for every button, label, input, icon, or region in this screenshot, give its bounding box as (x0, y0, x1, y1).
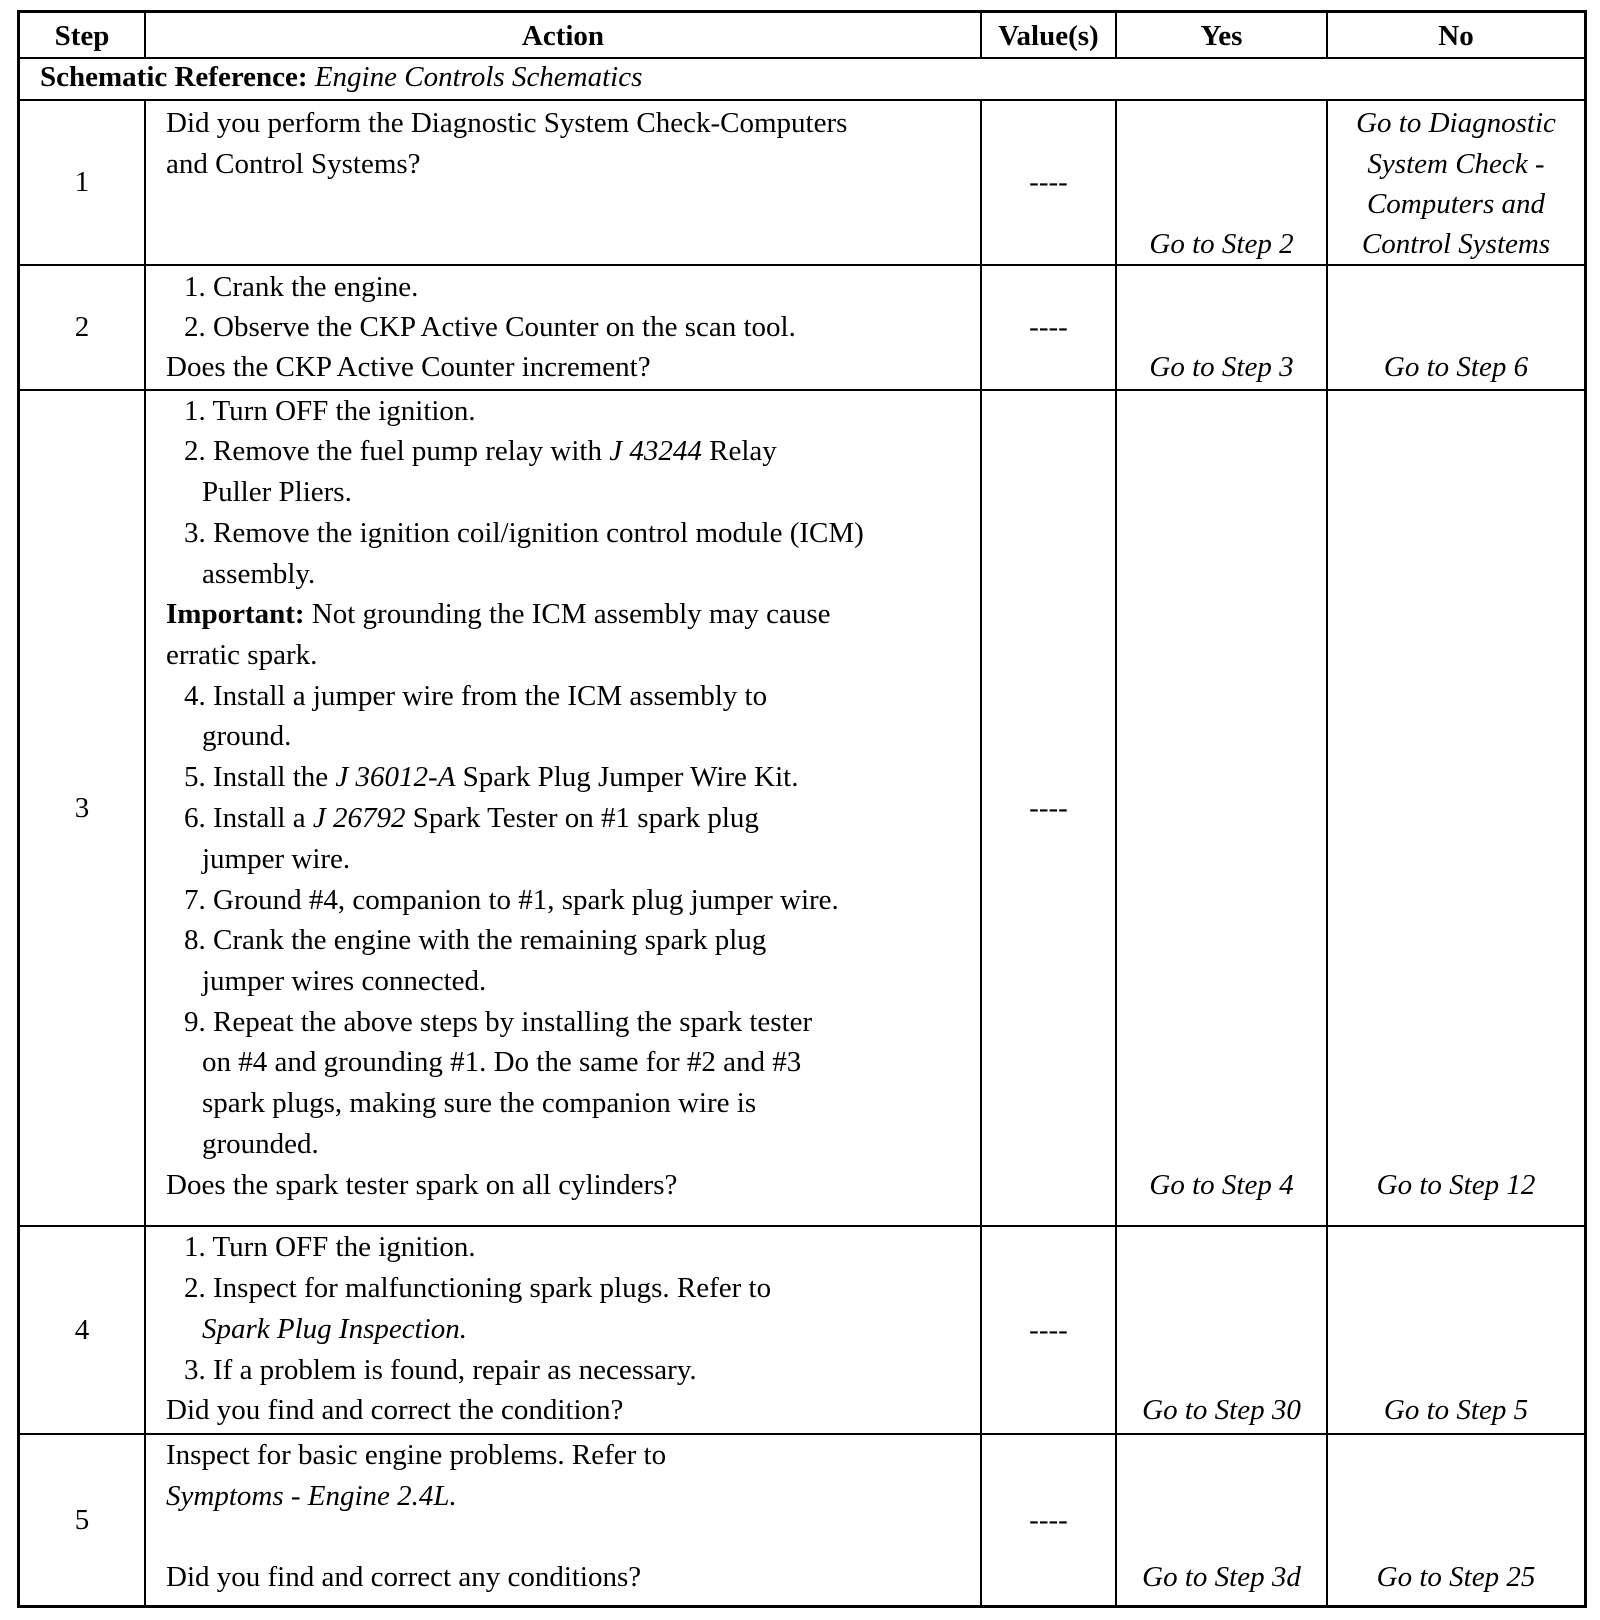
row4-action-line2: 2. Inspect for malfunctioning spark plugs. Refer to (184, 1272, 772, 1304)
row5-value: ---- (1029, 1503, 1068, 1536)
row2-value: ---- (1029, 311, 1068, 343)
row3-no-link[interactable]: Go to Step 12 (1376, 1169, 1536, 1201)
col-divider-step (144, 99, 146, 1605)
symptoms-engine-link[interactable]: Symptoms - Engine 2.4L. (166, 1480, 457, 1512)
row3-action-line11: 6. Install a J 26792 Spark Tester on #1 spark plug (184, 802, 759, 834)
row1-value: ---- (1029, 166, 1068, 198)
row4-action-line1: 1. Turn OFF the ignition. (184, 1231, 476, 1263)
row3-action-line20: Does the spark tester spark on all cylinders? (166, 1169, 678, 1201)
row3-action-line5: assembly. (202, 558, 316, 590)
step-number-5: 5 (74, 1503, 90, 1536)
schematic-link[interactable]: Engine Controls Schematics (314, 61, 643, 93)
row4-no-link[interactable]: Go to Step 5 (1383, 1394, 1529, 1426)
row1-yes-link[interactable]: Go to Step 2 (1149, 228, 1294, 260)
row3-action-line10: 5. Install the J 36012-A Spark Plug Jumper Wire Kit. (184, 761, 799, 793)
row4-action-line5: Did you find and correct the condition? (166, 1394, 624, 1426)
row3-value: ---- (1029, 791, 1068, 824)
spark-plug-inspection-link[interactable]: Spark Plug Inspection. (202, 1313, 467, 1345)
row4-value: ---- (1029, 1313, 1068, 1346)
row3-action-line2: 2. Remove the fuel pump relay with J 43244 Relay (184, 435, 777, 467)
header-yes: Yes (1200, 20, 1243, 52)
row1-action-line2: and Control Systems? (166, 148, 421, 180)
row5-yes-link[interactable]: Go to Step 3d (1142, 1561, 1301, 1593)
step-number-4: 4 (74, 1313, 90, 1346)
row1-no-link-line1[interactable]: Go to Diagnostic (1356, 107, 1556, 139)
header-action: Action (521, 20, 605, 52)
col-divider-yes (1326, 99, 1328, 1605)
row1-no-link-line3[interactable]: Computers and (1366, 188, 1546, 220)
tool-ref-j26792: J 26792 (312, 802, 406, 834)
row3-action-line8: 4. Install a jumper wire from the ICM assembly to (184, 680, 768, 712)
header-values: Value(s) (998, 20, 1099, 52)
step-number-3: 3 (74, 791, 90, 824)
row4-yes-link[interactable]: Go to Step 30 (1142, 1394, 1301, 1426)
schematic-divider (20, 99, 1584, 101)
row3-action-line15: jumper wires connected. (202, 965, 487, 997)
row3-action-line7: erratic spark. (166, 639, 318, 671)
row3-action-line12: jumper wire. (202, 843, 351, 875)
tool-ref-j43244: J 43244 (609, 435, 702, 467)
row5-no-link[interactable]: Go to Step 25 (1376, 1561, 1536, 1593)
row2-action-line3: Does the CKP Active Counter increment? (166, 351, 651, 383)
row4-action-line4: 3. If a problem is found, repair as necessary. (184, 1354, 697, 1386)
row3-yes-link[interactable]: Go to Step 4 (1149, 1169, 1294, 1201)
row3-action-line1: 1. Turn OFF the ignition. (184, 395, 476, 427)
row3-action-line19: grounded. (202, 1128, 319, 1160)
row1-action-line1: Did you perform the Diagnostic System Check-Computers (166, 107, 848, 139)
row2-no-link[interactable]: Go to Step 6 (1383, 351, 1529, 383)
row3-action-line3: Puller Pliers. (202, 476, 352, 508)
row5-action-line1: Inspect for basic engine problems. Refer to (166, 1439, 667, 1471)
schematic-reference (40, 57, 642, 98)
row2-yes-link[interactable]: Go to Step 3 (1149, 351, 1294, 383)
row2-action-line1: 1. Crank the engine. (184, 271, 419, 303)
row3-action-line16: 9. Repeat the above steps by installing the spark tester (184, 1006, 813, 1038)
header-no: No (1438, 20, 1474, 52)
diagnostic-table (17, 10, 1587, 1608)
row1-no-link-line4[interactable]: Control Systems (1361, 228, 1551, 260)
row3-action-line17: on #4 and grounding #1. Do the same for #2 and #3 (202, 1046, 802, 1078)
row3-action-line4: 3. Remove the ignition coil/ignition control module (ICM) (184, 517, 864, 549)
row3-action-line13: 7. Ground #4, companion to #1, spark plug jumper wire. (184, 884, 839, 916)
row1-no-link-line2[interactable]: System Check - (1367, 148, 1545, 180)
col-divider-values (1115, 99, 1117, 1605)
step-number-1: 1 (74, 166, 90, 198)
row5-action-line3: Did you find and correct any conditions? (166, 1561, 642, 1593)
row2-action-line2: 2. Observe the CKP Active Counter on the scan tool. (184, 311, 796, 343)
step-number-2: 2 (74, 311, 90, 343)
row3-important-note: Important: Not grounding the ICM assembly may cause (166, 598, 831, 630)
header-step: Step (54, 20, 110, 52)
row3-action-line9: ground. (202, 720, 292, 752)
schematic-label: Schematic Reference: (40, 61, 308, 93)
tool-ref-j36012a: J 36012-A (335, 761, 456, 793)
row3-action-line14: 8. Crank the engine with the remaining spark plug (184, 924, 767, 956)
row3-action-line18: spark plugs, making sure the companion wire is (202, 1087, 757, 1119)
